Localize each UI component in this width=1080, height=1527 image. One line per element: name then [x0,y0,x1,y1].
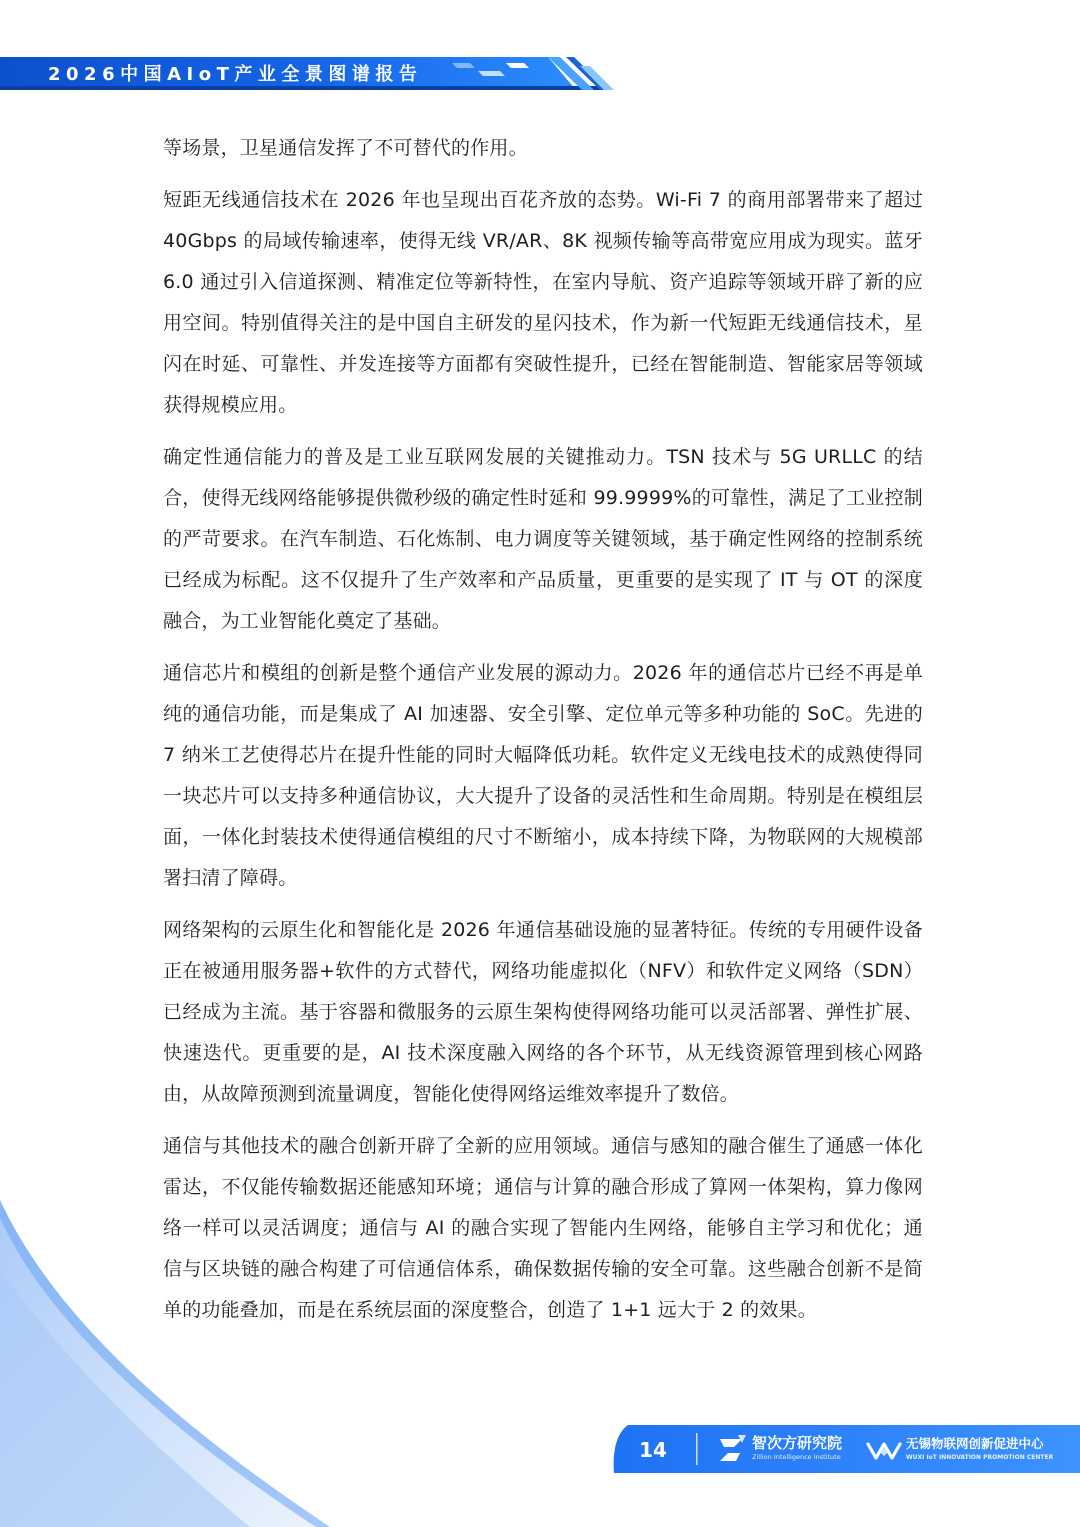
paragraph: 通信与其他技术的融合创新开辟了全新的应用领域。通信与感知的融合催生了通感一体化雷达，不仅能传输数据还能感知环境；通信与计算的融合形成了算网一体架构，算力像网络一样可以灵活调度；通信与 AI 的融合实现了智能内生网络，能够自主学习和优化；通信与区块链的融合构建了可信通信体系，确保数据传输的安全可靠。这些融合创新不是简单的功能叠加，而是在系统层面的深度整合，创造了 1+1 远大于 2 的效果。 [163,1135,923,1321]
paragraph: 等场景，卫星通信发挥了不可替代的作用。 [163,137,528,159]
logo2-subtitle: WUXI IoT INNOVATION PROMOTION CENTER [906,1454,1054,1461]
body-text [163,128,923,1342]
logo1-name: 智次方研究院 [752,1434,843,1452]
paragraph: 确定性通信能力的普及是工业互联网发展的关键推动力。TSN 技术与 5G URLLC 的结合，使得无线网络能够提供微秒级的确定性时延和 99.9999%的可靠性，满足了工业控制的严苛要求。在汽车制造、石化炼制、电力调度等关键领域，基于确定性网络的控制系统已经成为标配。这不仅提升了生产效率和产品质量，更重要的是实现了 IT 与 OT 的深度融合，为工业智能化奠定了基础。 [163,446,923,632]
zhicifang-logo-icon [716,1433,748,1465]
logo2-name: 无锡物联网创新促进中心 [906,1436,1044,1451]
zhicifang-logo [716,1432,856,1468]
paragraph: 通信芯片和模组的创新是整个通信产业发展的源动力。2026 年的通信芯片已经不再是单纯的通信功能，而是集成了 AI 加速器、安全引擎、定位单元等多种功能的 SoC。先进的 7 纳米工艺使得芯片在提升性能的同时大幅降低功耗。软件定义无线电技术的成熟使得同一块芯片可以支持多种通信协议，大大提升了设备的灵活性和生命周期。特别是在模组层面，一体化封装技术使得通信模组的尺寸不断缩小，成本持续下降，为物联网的大规模部署扫清了障碍。 [163,662,923,889]
page-number: 14 [639,1438,667,1462]
wuxi-iot-logo-icon [866,1438,902,1464]
logo1-subtitle: Zillion Intelligence Institute [752,1453,841,1461]
wuxi-iot-center-logo [866,1432,1056,1468]
paragraph: 网络架构的云原生化和智能化是 2026 年通信基础设施的显著特征。传统的专用硬件设备正在被通用服务器+软件的方式替代，网络功能虚拟化（NFV）和软件定义网络（SDN）已经成为主流。基于容器和微服务的云原生架构使得网络功能可以灵活部署、弹性扩展、快速迭代。更重要的是，AI 技术深度融入网络的各个环节，从无线资源管理到核心网路由，从故障预测到流量调度，智能化使得网络运维效率提升了数倍。 [163,919,923,1105]
paragraph: 短距无线通信技术在 2026 年也呈现出百花齐放的态势。Wi-Fi 7 的商用部署带来了超过 40Gbps 的局域传输速率，使得无线 VR/AR、8K 视频传输等高带宽应用成为现实。蓝牙 6.0 通过引入信道探测、精准定位等新特性，在室内导航、资产追踪等领域开辟了新的应用空间。特别值得关注的是中国自主研发的星闪技术，作为新一代短距无线通信技术，星闪在时延、可靠性、并发连接等方面都有突破性提升，已经在智能制造、智能家居等领域获得规模应用。 [163,189,923,416]
report-title: 2026中国AIoT产业全景图谱报告 [48,64,423,85]
